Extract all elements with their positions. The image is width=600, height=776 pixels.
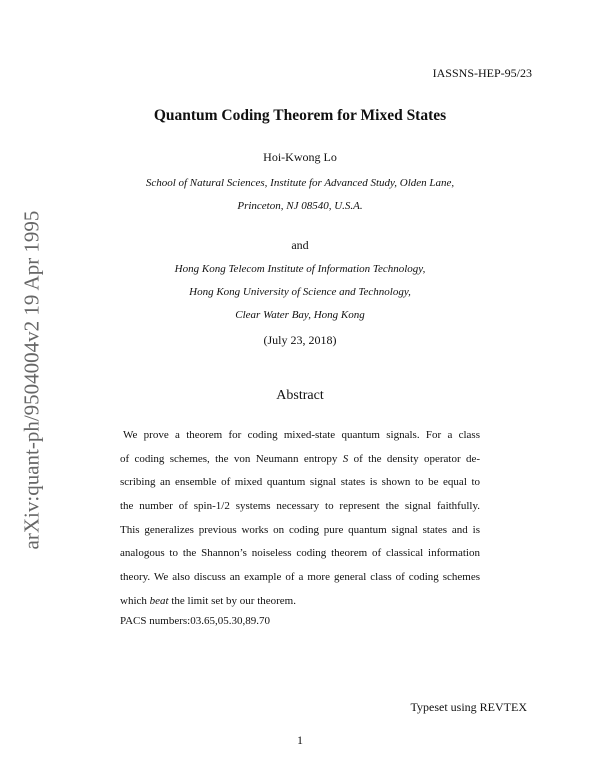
- revtex-logo: REVTEX: [479, 700, 527, 714]
- affiliation-line: School of Natural Sciences, Institute for Advanced Study, Olden Lane,: [145, 177, 455, 189]
- abstract-line: the number of spin-1/2 systems necessary to represent the signal faithfully.: [120, 500, 480, 513]
- author-name: Hoi-Kwong Lo: [263, 150, 337, 164]
- abstract-line: [120, 590, 480, 614]
- typeset-prefix: Typeset using: [410, 700, 480, 714]
- abstract-line: [120, 448, 480, 472]
- abstract-text: the limit set by our theorem.: [168, 594, 296, 607]
- emphasis-beat: beat: [149, 594, 169, 607]
- page-number: 1: [297, 733, 303, 747]
- abstract-line: scribing an ensemble of mixed quantum signal states is shown to be equal to: [120, 476, 480, 489]
- typeset-note: [411, 700, 527, 715]
- affiliation-line: Clear Water Bay, Hong Kong: [235, 309, 365, 321]
- affiliation-line: Princeton, NJ 08540, U.S.A.: [237, 200, 363, 212]
- abstract-body: [120, 424, 480, 614]
- pacs-numbers: PACS numbers:03.65,05.30,89.70: [120, 615, 270, 627]
- date: (July 23, 2018): [263, 333, 337, 347]
- abstract-line: analogous to the Shannon’s noiseless coding theorem of classical information: [120, 547, 480, 560]
- abstract-line: theory. We also discuss an example of a more general class of coding schemes: [120, 571, 480, 584]
- abstract-line: This generalizes previous works on coding pure quantum signal states and is: [120, 523, 480, 536]
- abstract-text: of the density operator de-: [348, 452, 481, 465]
- abstract-heading: Abstract: [276, 388, 324, 403]
- abstract-text: of coding schemes, the von Neumann entropy: [120, 452, 343, 465]
- affiliation-line: Hong Kong University of Science and Technology,: [189, 286, 411, 298]
- abstract-text: which: [120, 594, 150, 607]
- and-separator: and: [291, 238, 309, 252]
- affiliation-line: Hong Kong Telecom Institute of Information Technology,: [174, 263, 426, 275]
- arxiv-identifier: arXiv:quant-ph/9504004v2 19 Apr 1995: [19, 210, 44, 550]
- entropy-symbol: S: [342, 452, 349, 465]
- abstract-line: We prove a theorem for coding mixed-state quantum signals. For a class: [123, 429, 480, 441]
- report-number: IASSNS-HEP-95/23: [432, 66, 532, 80]
- paper-title: Quantum Coding Theorem for Mixed States: [153, 107, 447, 124]
